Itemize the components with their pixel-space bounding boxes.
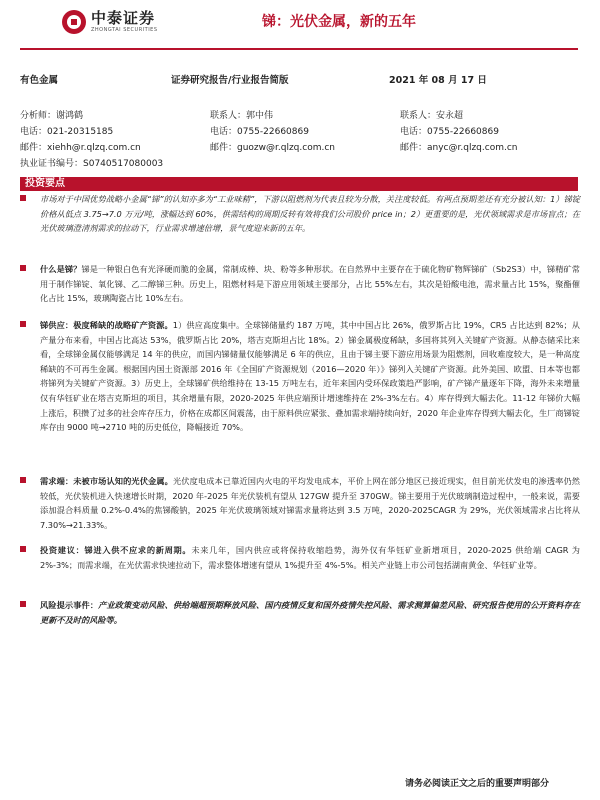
footer-disclaimer: 请务必阅读正文之后的重要声明部分 <box>405 779 550 789</box>
paragraph-lead: 风险提示事件： <box>40 600 99 610</box>
paragraph-lead: 需求端：未被市场认知的光伏金属。 <box>40 476 173 486</box>
header-divider <box>20 48 578 50</box>
bullet-icon <box>20 601 26 607</box>
paragraph-text: 未来几年，国内供应或将保持收缩趋势，海外仅有华钰矿业新增项目，2020-2025 供给端 CAGR 为 2%-3%；而需求端，在光伏需求快速拉动下，需求整体增速有望从 1%提升至 4%-5%。相关产业链上市公司包括湖南黄金、华钰矿业等。 <box>40 545 580 570</box>
company-logo <box>62 10 158 34</box>
investment-advice-paragraph <box>20 543 580 572</box>
paragraph-lead: 投资建议：锑进入供不应求的新周期。 <box>40 545 192 555</box>
bullet-icon <box>20 195 26 201</box>
paragraph-text: 1）供应高度集中。全球锑储量约 187 万吨，其中中国占比 26%，俄罗斯占比 19%，CR5 占比达到 82%；从产量分布来看，中国占比高达 53%，俄罗斯占比 20%，塔吉克斯坦占比 18%。2）锑金属极度稀缺，多国将其列入关键矿产资源。从静态储采比来看，全球锑金属仅能够满足 14 年的供应，而国内锑储量仅能够满足 6 年的供应，且由于锑主要下游应用场景为阻燃剂，回收难度较大，是一种高度稀缺的不可再生金属。根据国内国土资源部 2016 年《全国矿产资源规划（2016—2020 年）》锑列入关键矿产资源。此外美国、欧盟、日本等也都将锑列为关键矿产资源。3）历史上，全球锑矿供给维持在 13-15 万吨左右，近年来国内受环保政策趋严影响，矿产锑产量逐年下降，海外未来增量仅有华钰矿业在塔吉克斯坦的项目，其余增量有限，2020-2025 年供应端预计增速维持在 2%-3%左右。4）库存得到大幅去化。11-12 年锑价大幅上涨后，积攒了过多的社会库存压力，价格在成都区间震荡，由于原料供应紧张、叠加需求端持续向好，2020 年企业库存得到大幅去化，生厂商锑锭库存由 9000 吨→2710 吨的历史低位，降幅接近 70%。 <box>40 320 580 433</box>
supply-paragraph <box>20 318 580 435</box>
analyst-name: 分析师：谢鸿鹤 <box>20 111 84 121</box>
report-date: 2021 年 08 月 17 日 <box>389 75 487 86</box>
logo-cn-text: 中泰证券 <box>91 9 156 27</box>
bullet-icon <box>20 265 26 271</box>
analyst-email[interactable]: 邮件：xiehh@r.qlzq.com.cn <box>20 143 141 153</box>
paragraph-text: 产业政策变动风险、供给端超预期释放风险、国内疫情反复和国外疫情失控风险、需求测算偏差风险、研究报告使用的公开资料存在更新不及时的风险等。 <box>40 600 580 625</box>
risk-paragraph <box>20 598 580 627</box>
paragraph-lead: 锑供应：极度稀缺的战略矿产资源。 <box>40 320 173 330</box>
logo-icon <box>62 10 86 34</box>
paragraph-text: 市场对于中国优势战略小金属“锑”的认知亦多为“工业味精”，下游以阻燃剂为代表且较为分散，关注度较低。有两点预期差还有充分被认知：1）锑锭价格从低点 3.75→7.0 万元/吨，涨幅达到 60%，供需结构的周期反转有效将我们公司股价 price in；2）更重要的是，光伏领域需求是市场盲点；在光伏玻璃澄清剂需求的拉动下，行业需求增速倍增，景气度迎来新的五年。 <box>40 194 580 234</box>
contact-phone: 电话：0755-22660869 <box>400 127 499 137</box>
paragraph-text: 锑是一种银白色有光泽硬而脆的金属，常制成棒、块、粉等多种形状。在自然界中主要存在于硫化物矿物辉锑矿（Sb2S3）中，锑精矿常用于制作锑锭、氧化锑、乙二醇锑三种。历史上，阻燃材料是下游应用领域主要部分，占比 55%左右，其次是铅酸电池，需求量占比 15%，聚酯催化占比 15%，玻璃陶瓷占比 10%左右。 <box>40 264 580 304</box>
bullet-icon <box>20 546 26 552</box>
report-type: 证券研究报告/行业报告简版 <box>171 75 289 86</box>
what-is-antimony-paragraph <box>20 262 580 306</box>
bullet-icon <box>20 477 26 483</box>
analyst-phone: 电话：021-20315185 <box>20 127 114 137</box>
contact-name: 联系人：郭中伟 <box>210 111 274 121</box>
contact-email[interactable]: 邮件：guozw@r.qlzq.com.cn <box>210 143 335 153</box>
page-header <box>0 0 600 48</box>
contact-card <box>210 108 400 156</box>
report-title: 锑：光伏金属，新的五年 <box>262 14 416 30</box>
paragraph-text: 光伏度电成本已靠近国内火电的平均发电成本，平价上网在部分地区已接近现实，但目前光伏发电的渗透率仍然较低，光伏装机进入快速增长时期，2020 年-2025 年光伏装机有望从 127GW 提升至 370GW。锑主要用于光伏玻璃制造过程中，一般来说，需要添加混合料质量 0.2%-0.4%的焦锑酸钠，2025 年光伏玻璃领域对锑需求量将达到 3.5 万吨，2020-2025CAGR 为 29%，光伏领域需求占比将从 7.30%→21.33%。 <box>40 476 580 530</box>
industry-label: 有色金属 <box>20 75 59 86</box>
contact-phone: 电话：0755-22660869 <box>210 127 309 137</box>
section-title: 投资要点 <box>25 178 65 189</box>
contact-name: 联系人：安永超 <box>400 111 464 121</box>
section-header-bar <box>20 177 578 191</box>
analyst-license: 执业证书编号：S0740517080003 <box>20 159 164 169</box>
analyst-card <box>20 108 210 172</box>
paragraph-lead: 什么是锑？ <box>40 264 82 274</box>
demand-paragraph <box>20 474 580 532</box>
bullet-icon <box>20 321 26 327</box>
contact-email[interactable]: 邮件：anyc@r.qlzq.com.cn <box>400 143 518 153</box>
logo-en-text: ZHONGTAI SECURITIES <box>91 27 158 33</box>
contact-card <box>400 108 590 156</box>
summary-paragraph <box>20 192 580 236</box>
